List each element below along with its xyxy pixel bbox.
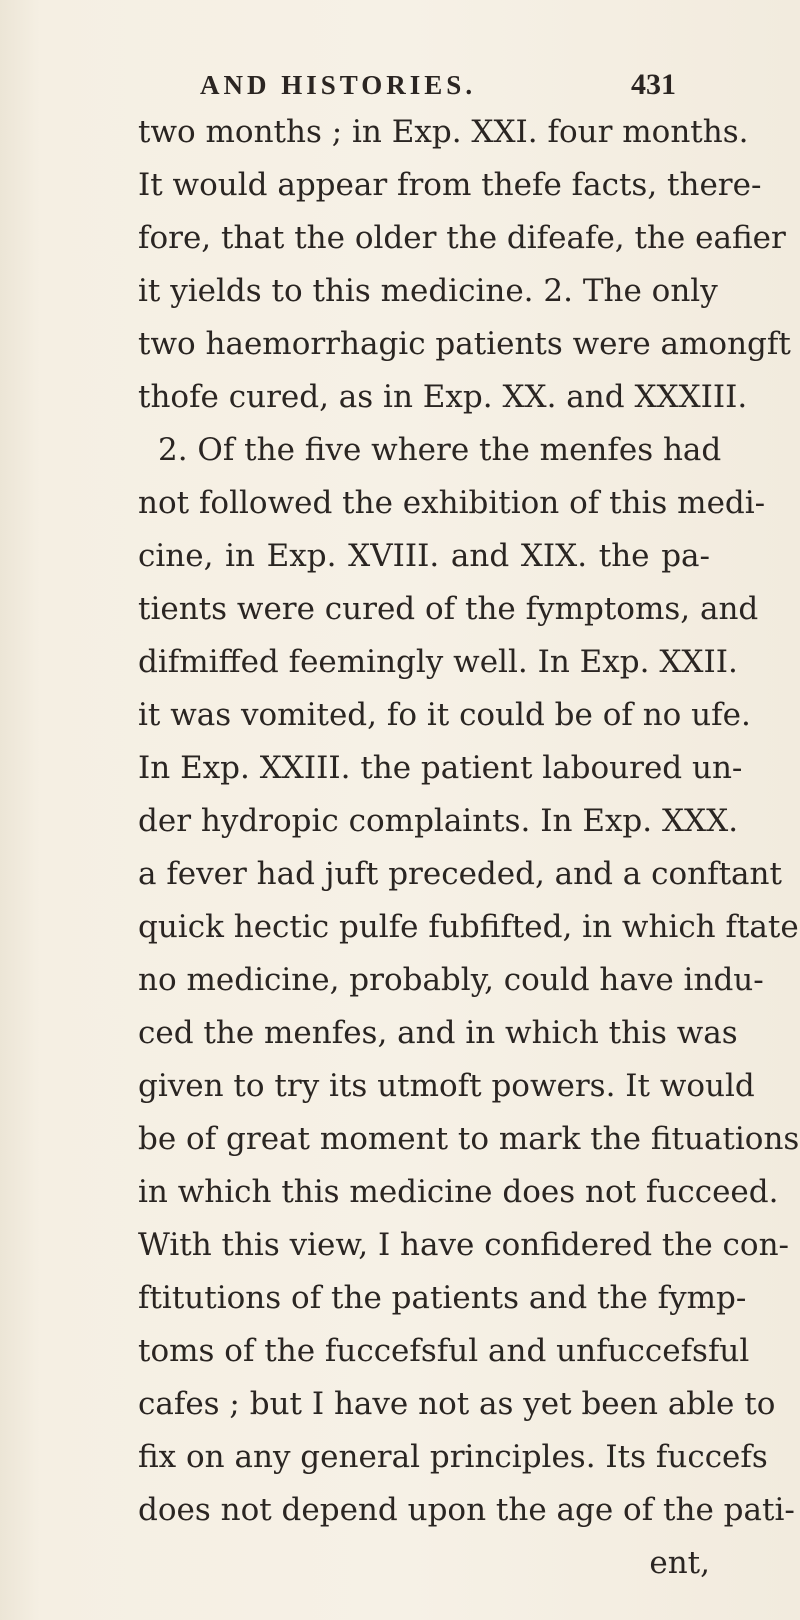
text-line: in which this medicine does not fucceed. <box>138 1174 779 1210</box>
page-number: 431 <box>631 68 676 101</box>
text-line: In Exp. XXIII. the patient laboured un- <box>138 750 743 786</box>
text-line: it was vomited, fo it could be of no ufe. <box>138 697 751 733</box>
text-line: ftitutions of the patients and the fymp- <box>138 1280 747 1316</box>
catchword: ent, <box>649 1545 710 1581</box>
text-line: cine, in Exp. XVIII. and XIX. the pa- <box>138 538 710 574</box>
text-line: With this view, I have confidered the con- <box>138 1227 790 1263</box>
text-line: der hydropic complaints. In Exp. XXX. <box>138 803 739 839</box>
text-line: given to try its utmoft powers. It would <box>138 1068 755 1104</box>
text-line: fore, that the older the difeafe, the eafier <box>138 220 786 256</box>
text-line: toms of the fuccefsful and unfuccefsful <box>138 1333 750 1369</box>
text-line: quick hectic pulfe fubfifted, in which ftate <box>138 909 799 945</box>
text-line: cafes ; but I have not as yet been able to <box>138 1386 776 1422</box>
text-line: tients were cured of the fymptoms, and <box>138 591 759 627</box>
text-line: thofe cured, as in Exp. XX. and XXXIII. <box>138 379 748 415</box>
text-line: ced the menfes, and in which this was <box>138 1015 738 1051</box>
text-line: two haemorrhagic patients were amongft <box>138 326 791 362</box>
body-text <box>138 106 800 1590</box>
text-line: It would appear from thefe facts, there- <box>138 167 762 203</box>
text-line: it yields to this medicine. 2. The only <box>138 273 718 309</box>
text-line: difmiffed feemingly well. In Exp. XXII. <box>138 644 738 680</box>
text-line: 2. Of the five where the menfes had <box>158 432 722 468</box>
text-line: no medicine, probably, could have indu- <box>138 962 764 998</box>
text-line: a fever had juft preceded, and a conftant <box>138 856 782 892</box>
text-line: fix on any general principles. Its fuccefs <box>138 1439 768 1475</box>
text-line: two months ; in Exp. XXI. four months. <box>138 114 749 150</box>
text-line: does not depend upon the age of the pati- <box>138 1492 795 1528</box>
running-head: AND HISTORIES. <box>200 70 477 100</box>
text-line: not followed the exhibition of this medi- <box>138 485 766 521</box>
text-line: be of great moment to mark the fituations <box>138 1121 800 1157</box>
